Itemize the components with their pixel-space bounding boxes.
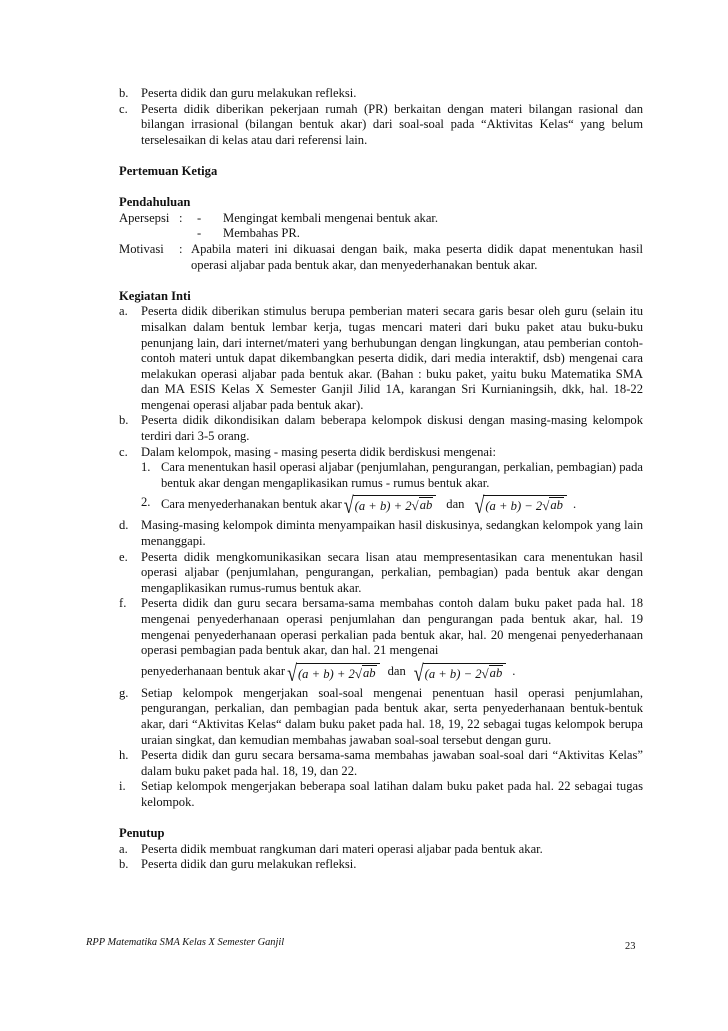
item-label: c. (119, 444, 128, 459)
list-item (119, 686, 643, 748)
item-text: Peserta didik mengkomunikasikan secara lisan atau mempresentasikan cara menentukan hasil operasi aljabar (penjumlahan, pengurangan, perkalian, pembagian) pada bentuk akar dengan mengaplikasikan rumus-rumus bentuk akar. (141, 549, 643, 595)
sqrt-formula-minus: √ (a + b) − 2 √ ab (414, 663, 507, 682)
list-item (119, 779, 643, 810)
list-item (119, 304, 643, 413)
apersepsi-label: Apersepsi (119, 210, 170, 225)
apersepsi-row (119, 211, 643, 227)
apersepsi-row (119, 226, 643, 242)
sub-item (141, 460, 643, 491)
dash: - (197, 226, 202, 241)
motivasi-text: Apabila materi ini dikuasai dengan baik, maka peserta didik dapat menentukan hasil operasi aljabar pada bentuk akar, dan menyederhanakan bentuk akar. (191, 241, 643, 272)
sub-number: 1. (141, 460, 151, 475)
sqrt-formula-plus: √ (a + b) + 2 √ ab (287, 663, 380, 682)
item-label: e. (119, 549, 128, 564)
sub-text: Cara menyederhanakan bentuk akar (161, 497, 342, 512)
footer-title: RPP Matematika SMA Kelas X Semester Ganjil (86, 937, 285, 948)
sub-item: 2. Cara menyederhanakan bentuk akar √ (a + b) + 2 √ ab dan √ (a + b) − 2 √ ab . (141, 492, 577, 519)
item-text: Peserta didik dan guru secara bersama-sama membahas contoh dalam buku paket pada hal. 18 mengenai penyederhanaan operasi penjumlahan dan pengurangan pada bentuk akar, hal. 19 mengenai penyederhanaan operasi perkalian pada bentuk akar, hal. 20 mengenai penyederhanaan operasi pembagian pada bentuk akar, dan hal. 21 mengenai (141, 596, 643, 658)
dash: - (197, 210, 202, 225)
sub-text: Cara menentukan hasil operasi aljabar (penjumlahan, pengurangan, perkalian, pembagian) pada bentuk akar dengan mengaplikasikan rumus - rumus bentuk akar. (161, 460, 643, 490)
list-item (119, 748, 643, 779)
item-text: Peserta didik diberikan stimulus berupa pemberian materi secara garis besar oleh guru (selain itu misalkan dalam bentuk lembar kerja, tugas mencari materi dari buku paket atau buku-buku penunjang lain, dari internet/materi yang berhubungan dengan lingkungan, atau pemberian contoh-contoh materi untuk dapat dikembangkan peserta didik, dari media interaktif, dsb) mengenai cara melakukan operasi aljabar pada bentuk akar. (Bahan : buku paket, yaitu buku Matematika SMA dan MA ESIS Kelas X Semester Ganjil Jilid 1A, karangan Sri Kurnianingsih, dkk, hal. 18-22 mengenai operasi aljabar pada bentuk akar). (141, 304, 643, 412)
section-heading: Penutup (119, 826, 165, 841)
colon: : (179, 241, 183, 256)
dan-text: dan (446, 497, 465, 512)
list-item (119, 102, 643, 149)
apersepsi-item: Mengingat kembali mengenai bentuk akar. (223, 210, 439, 225)
dan-text: dan (387, 664, 406, 679)
item-text: Setiap kelompok mengerjakan beberapa soal latihan dalam buku paket pada hal. 22 sebagai tugas kelompok. (141, 779, 643, 809)
item-label: h. (119, 748, 129, 763)
list-item (119, 86, 643, 102)
sub-number: 2. (141, 495, 151, 510)
list-item (119, 444, 643, 519)
motivasi-label: Motivasi (119, 241, 164, 256)
item-label: d. (119, 518, 129, 533)
list-item (119, 842, 643, 858)
list-item (119, 518, 643, 549)
item-text: Peserta didik diberikan pekerjaan rumah (PR) berkaitan dengan materi bilangan rasional dan bilangan irrasional (bilangan bentuk akar) dari soal-soal pada “Aktivitas Kelas“ yang belum terselesaikan di kelas atau dari referensi lain. (141, 101, 643, 147)
list-item (119, 857, 643, 873)
item-text: penyederhanaan bentuk akar (141, 664, 286, 679)
item-label: b. (119, 857, 129, 872)
item-label: c. (119, 101, 128, 116)
item-label: b. (119, 413, 129, 428)
sqrt-formula-plus: √ (a + b) + 2 √ ab (344, 495, 437, 514)
item-text: Peserta didik dan guru melakukan refleksi. (141, 86, 357, 100)
item-text: Setiap kelompok mengerjakan soal-soal mengenai penentuan hasil operasi penjumlahan, pengurangan, perkalian, dan pembagian pada bentuk akar, serta penyederhanaan bentuk-bentuk akar, dari “Aktivitas Kelas“ dalam buku paket pada hal. 18, 19, 22 sebagai tugas kelompok berupa uraian singkat, dan kemudian membahas jawaban soal-soal tersebut dengan guru. (141, 685, 643, 747)
list-item (119, 413, 643, 444)
item-text: Peserta didik dan guru melakukan refleksi. (141, 857, 357, 872)
item-label: b. (119, 86, 129, 100)
list-item (119, 550, 643, 597)
page-content (119, 86, 643, 873)
item-label: f. (119, 596, 127, 611)
page-number: 23 (625, 941, 636, 952)
section-heading: Kegiatan Inti (119, 288, 191, 303)
colon: : (179, 210, 183, 225)
item-label: a. (119, 841, 128, 856)
section-heading: Pertemuan Ketiga (119, 163, 218, 178)
list-item: f. Peserta didik dan guru secara bersama-sama membahas contoh dalam buku paket pada hal. 18 mengenai penyederhanaan operasi penjumlahan dan pengurangan pada bentuk akar, hal. 19 mengenai penyederhanaan operasi perkalian pada bentuk akar, hal. 20 mengenai penyederhanaan operasi pembagian pada bentuk akar, dan hal. 21 mengenai penyederhanaan bentuk akar √ (a + b) + 2 √ ab dan √ (a + b) − 2 √ ab . (119, 596, 643, 686)
apersepsi-item: Membahas PR. (223, 226, 300, 241)
item-label: a. (119, 304, 128, 319)
item-text: Peserta didik membuat rangkuman dari materi operasi aljabar pada bentuk akar. (141, 841, 543, 856)
item-text: Peserta didik dan guru secara bersama-sama membahas jawaban soal-soal dari “Aktivitas Kelas” dalam buku paket pada hal. 18, 19, dan 22. (141, 748, 643, 778)
sqrt-formula-minus: √ (a + b) − 2 √ ab (474, 495, 567, 514)
item-text: Peserta didik dikondisikan dalam beberapa kelompok diskusi dengan masing-masing kelompok terdiri dari 3-5 orang. (141, 413, 643, 444)
item-text: Dalam kelompok, masing - masing peserta didik berdiskusi mengenai: (141, 444, 496, 459)
section-heading: Pendahuluan (119, 195, 191, 210)
item-label: g. (119, 685, 129, 700)
item-text: Masing-masing kelompok diminta menyampaikan hasil diskusinya, sedangkan kelompok yang lain menanggapi. (141, 518, 643, 549)
item-label: i. (119, 779, 126, 794)
motivasi-row (119, 242, 643, 273)
